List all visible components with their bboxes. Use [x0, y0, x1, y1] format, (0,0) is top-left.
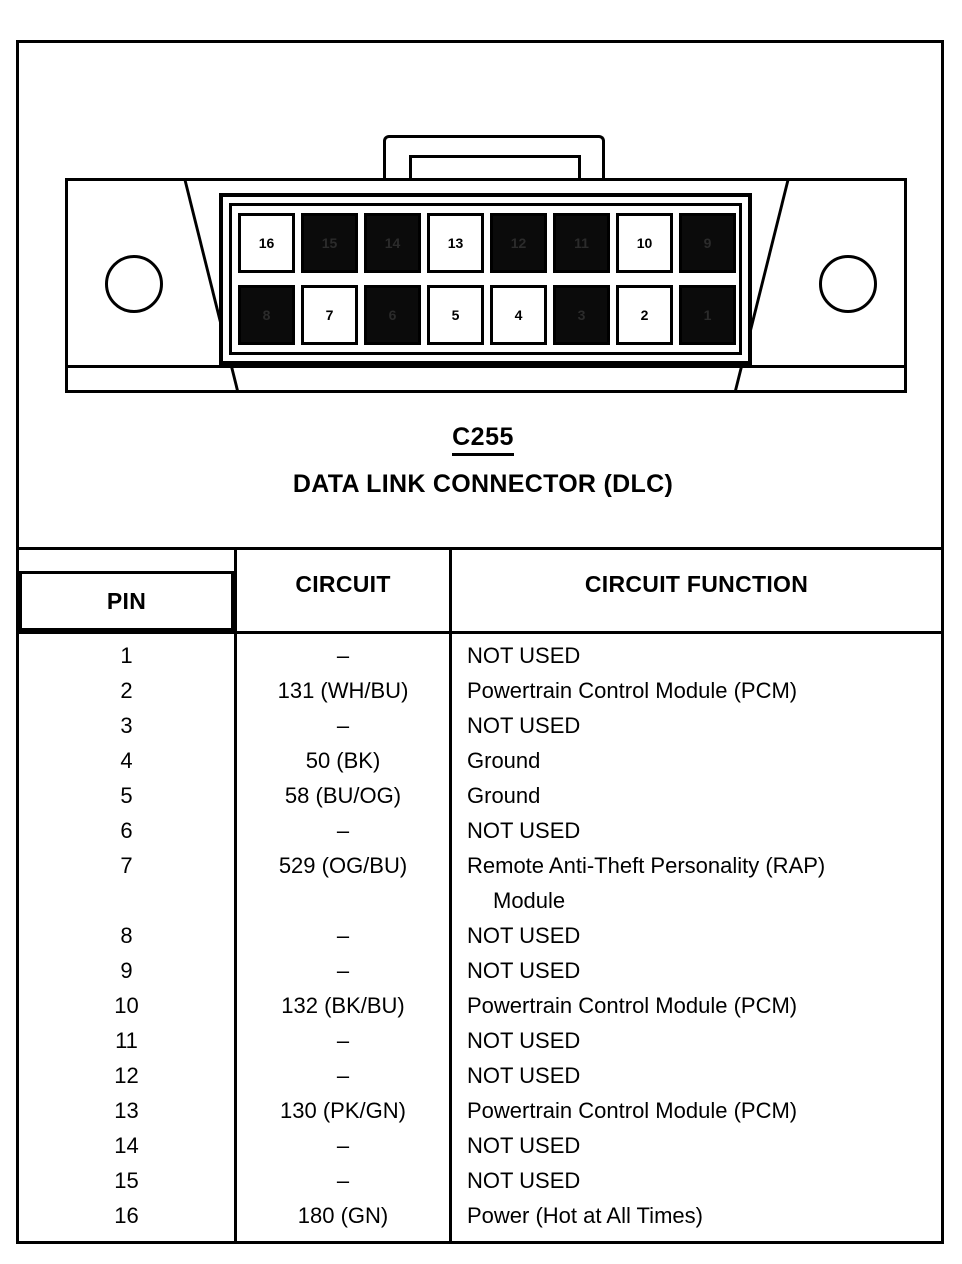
pin-row-top — [238, 213, 736, 273]
cell-pin: 12 — [114, 1063, 139, 1088]
table-row — [19, 748, 941, 783]
diagram-frame — [16, 40, 944, 1244]
cell-circuit: – — [336, 1133, 350, 1158]
cell-circuit: 131 (WH/BU) — [277, 678, 409, 703]
table-row — [19, 1098, 941, 1133]
table-row — [19, 1028, 941, 1063]
pin-row-bottom — [238, 285, 736, 345]
table-header-function: CIRCUIT FUNCTION — [584, 571, 809, 597]
connector-pin-10: 10 — [616, 213, 673, 273]
cell-circuit: 58 (BU/OG) — [284, 783, 402, 808]
table-row — [19, 853, 941, 888]
connector-caption — [19, 423, 947, 499]
cell-circuit: – — [336, 818, 350, 843]
table-row — [19, 818, 941, 853]
connector-pin-16: 16 — [238, 213, 295, 273]
table-row — [19, 958, 941, 993]
mounting-hole-left — [105, 255, 163, 313]
cell-circuit: – — [336, 958, 350, 983]
connector-pin-7: 7 — [301, 285, 358, 345]
cell-circuit: – — [336, 1168, 350, 1193]
table-header-circuit: CIRCUIT — [295, 571, 391, 597]
cell-pin: 4 — [120, 748, 133, 773]
cell-function: NOT USED — [467, 1168, 581, 1193]
cell-circuit: 132 (BK/BU) — [281, 993, 405, 1018]
table-top-rule — [19, 547, 941, 550]
connector-pin-14: 14 — [364, 213, 421, 273]
cell-pin: 8 — [120, 923, 133, 948]
cell-pin: 13 — [114, 1098, 139, 1123]
connector-pin-9: 9 — [679, 213, 736, 273]
cell-circuit: 180 (GN) — [297, 1203, 389, 1228]
cell-circuit: 130 (PK/GN) — [280, 1098, 406, 1123]
connector-pin-11: 11 — [553, 213, 610, 273]
cell-circuit: – — [336, 713, 350, 738]
cell-pin: 2 — [120, 678, 133, 703]
cell-circuit: – — [336, 1028, 350, 1053]
cell-function: Ground — [467, 748, 541, 773]
connector-pin-15: 15 — [301, 213, 358, 273]
cell-function: NOT USED — [467, 1028, 581, 1053]
cell-pin: 11 — [115, 1028, 138, 1053]
connector-pin-2: 2 — [616, 285, 673, 345]
connector-pin-6: 6 — [364, 285, 421, 345]
cell-function: Powertrain Control Module (PCM) — [467, 1098, 798, 1123]
table-row — [19, 993, 941, 1028]
table-header-rule — [19, 631, 941, 634]
cell-pin: 7 — [120, 853, 133, 878]
table-row — [19, 888, 941, 923]
cell-function: Module — [493, 888, 566, 913]
cell-circuit: – — [336, 643, 350, 668]
pin-assignment-table — [19, 547, 941, 1242]
cell-function: NOT USED — [467, 1133, 581, 1158]
cell-function: Ground — [467, 783, 541, 808]
connector-pin-field — [229, 203, 742, 355]
cell-pin: 9 — [120, 958, 133, 983]
cell-function: NOT USED — [467, 818, 581, 843]
cell-function: NOT USED — [467, 1063, 581, 1088]
cell-function: Powertrain Control Module (PCM) — [467, 993, 798, 1018]
cell-pin: 10 — [114, 993, 139, 1018]
cell-function: NOT USED — [467, 643, 581, 668]
table-row — [19, 783, 941, 818]
connector-pin-5: 5 — [427, 285, 484, 345]
connector-title-label: DATA LINK CONNECTOR (DLC) — [292, 470, 674, 498]
table-row — [19, 1203, 941, 1238]
cell-circuit: 50 (BK) — [305, 748, 381, 773]
cell-function: NOT USED — [467, 713, 581, 738]
cell-circuit: 529 (OG/BU) — [278, 853, 408, 878]
connector-pin-12: 12 — [490, 213, 547, 273]
table-row — [19, 923, 941, 958]
cell-pin: 3 — [120, 713, 133, 738]
cell-pin: 15 — [114, 1168, 139, 1193]
cell-function: NOT USED — [467, 923, 581, 948]
connector-base-line — [65, 365, 907, 368]
table-row — [19, 678, 941, 713]
cell-function: Power (Hot at All Times) — [467, 1203, 703, 1228]
connector-pin-3: 3 — [553, 285, 610, 345]
cell-circuit: – — [336, 923, 350, 948]
cell-circuit: – — [336, 1063, 350, 1088]
table-row — [19, 1168, 941, 1203]
table-row — [19, 713, 941, 748]
mounting-hole-right — [819, 255, 877, 313]
cell-pin: 16 — [114, 1203, 139, 1228]
cell-function: NOT USED — [467, 958, 581, 983]
connector-pin-8: 8 — [238, 285, 295, 345]
table-row — [19, 643, 941, 678]
connector-code-label: C255 — [452, 423, 514, 456]
connector-pin-1: 1 — [679, 285, 736, 345]
table-row — [19, 1133, 941, 1168]
table-header-pin: PIN — [19, 571, 234, 631]
cell-pin: 6 — [120, 818, 133, 843]
table-row — [19, 1063, 941, 1098]
cell-function: Powertrain Control Module (PCM) — [467, 678, 798, 703]
table-body — [19, 643, 941, 1238]
connector-pin-13: 13 — [427, 213, 484, 273]
cell-pin: 1 — [120, 643, 133, 668]
connector-pin-4: 4 — [490, 285, 547, 345]
cell-pin: 14 — [114, 1133, 139, 1158]
cell-pin: 5 — [120, 783, 133, 808]
cell-function: Remote Anti-Theft Personality (RAP) — [467, 853, 826, 878]
